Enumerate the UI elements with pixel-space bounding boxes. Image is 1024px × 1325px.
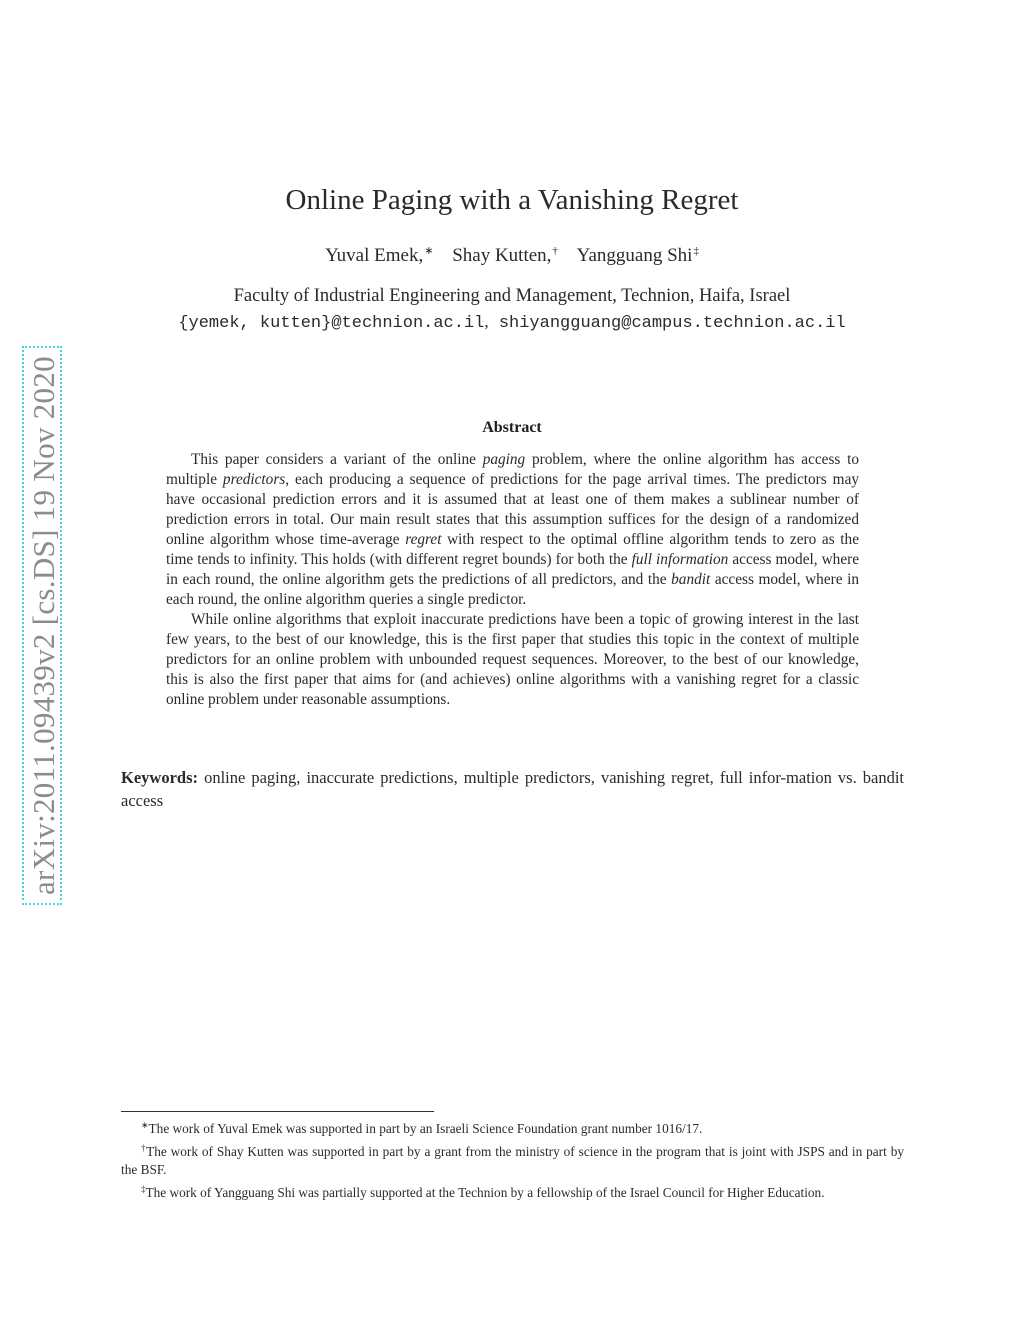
affiliation: Faculty of Industrial Engineering and Management, Technion, Haifa, Israel	[233, 286, 791, 306]
footnote-text: The work of Shay Kutten was supported in part by a grant from the ministry of science in the program that is joint with JSPS and in part by the BSF.	[121, 1143, 905, 1177]
paper-title: Online Paging with a Vanishing Regret	[285, 184, 739, 216]
abstract-body	[166, 450, 859, 710]
keywords-label: Keywords:	[121, 768, 198, 787]
emphasis-term: bandit	[671, 571, 711, 588]
footnote-mark: ‡	[693, 245, 699, 257]
abstract-text: access model, where in each round, the online algorithm queries a single predictor.	[166, 571, 859, 608]
abstract-text: access model, where in each round, the online algorithm gets the predictions of all predictors, and the	[166, 551, 859, 588]
emphasis-term: predictors	[222, 471, 286, 488]
footnote-mark: ‡	[141, 1183, 146, 1194]
abstract-paragraph-2: While online algorithms that exploit inaccurate predictions have been a topic of growing interest in the last few years, to the best of our knowledge, this is the first paper that studies this topic in the context of multiple predictors for an online problem with unbounded request sequences. Moreover, to the best of our knowledge, this is also the first paper that aims for (and achieves) online algorithms with a vanishing regret for a classic online problem under reasonable assumptions.	[166, 611, 859, 708]
abstract-text: This paper considers a variant of the online	[191, 451, 483, 468]
author-list	[0, 244, 1024, 267]
abstract-heading: Abstract	[482, 419, 542, 436]
email-single[interactable]: shiyangguang@campus.technion.ac.il	[498, 314, 846, 333]
footnote-3	[121, 1180, 904, 1203]
author-emek	[325, 245, 433, 266]
author-name: Shay Kutten,	[452, 245, 552, 266]
footnote-divider	[121, 1111, 434, 1112]
abstract-text: problem, where the online algorithm has access to multiple	[166, 451, 859, 488]
footnote-1	[121, 1116, 904, 1139]
footnote-2	[121, 1139, 904, 1180]
keywords-text: online paging, inaccurate predictions, multiple predictors, vanishing regret, full infor-mation vs. bandit access	[121, 768, 905, 810]
keywords	[121, 766, 904, 812]
arxiv-identifier-stamp: arXiv:2011.09439v2 [cs.DS] 19 Nov 2020	[22, 346, 62, 905]
footnote-mark: ∗	[141, 1120, 149, 1130]
author-name: Yuval Emek,	[325, 245, 424, 266]
author-shi	[577, 245, 699, 266]
abstract-paragraph-1	[166, 450, 859, 610]
footnote-mark: †	[141, 1142, 147, 1153]
footnote-text: The work of Yangguang Shi was partially supported at the Technion by a fellowship of the Israel Council for Higher Education.	[145, 1184, 825, 1200]
author-name: Yangguang Shi	[576, 245, 693, 266]
footnotes	[121, 1116, 904, 1202]
footnote-text: The work of Yuval Emek was supported in part by an Israeli Science Foundation grant number 1016/17.	[148, 1121, 703, 1136]
abstract-text: , each producing a sequence of predictions for the page arrival times. The predictors may have occasional prediction errors and it is assumed that at least one of them makes a sublinear number of prediction errors in total. Our main result states that this assumption suffices for the design of a randomized online algorithm whose time-average	[166, 471, 860, 548]
email-separator: ,	[484, 312, 489, 331]
emphasis-term: paging	[482, 451, 526, 468]
footnote-mark: †	[552, 245, 558, 257]
emphasis-term: regret	[405, 531, 442, 548]
email-group[interactable]: {yemek, kutten}@technion.ac.il	[178, 314, 485, 333]
author-kutten	[452, 245, 558, 266]
abstract-text: with respect to the optimal offline algorithm tends to zero as the time tends to infinity. This holds (with different regret bounds) for both the	[166, 531, 859, 568]
emphasis-term: full information	[631, 551, 729, 568]
footnote-mark: ∗	[424, 245, 434, 257]
author-emails	[0, 312, 1024, 333]
